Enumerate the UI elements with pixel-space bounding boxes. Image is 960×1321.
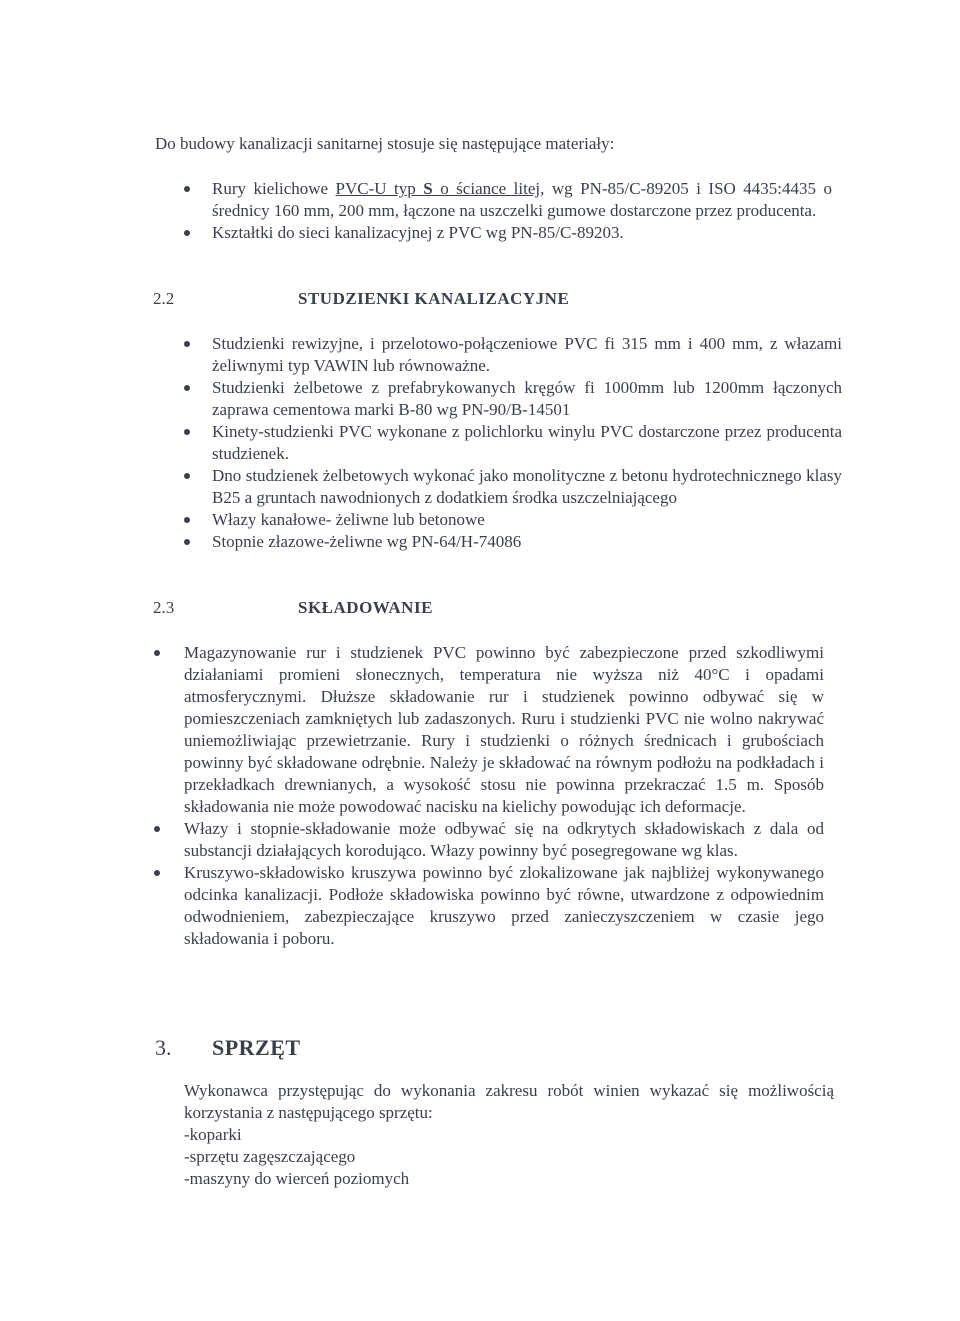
bullet-icon	[184, 539, 190, 545]
item-text: Kształtki do sieci kanalizacyjnej z PVC wg PN-85/C-89203.	[212, 223, 624, 242]
item-text-pre: Rury kielichowe	[212, 179, 336, 198]
list-item	[212, 465, 842, 509]
section-number: 2.3	[153, 598, 175, 617]
list-item	[212, 509, 842, 531]
bullet-icon	[154, 650, 160, 656]
item-text: Włazy kanałowe- żeliwne lub betonowe	[212, 510, 485, 529]
intro-paragraph: Do budowy kanalizacji sanitarnej stosuje się następujące materiały:	[155, 134, 615, 153]
bullet-icon	[184, 230, 190, 236]
list-item	[212, 222, 832, 244]
list-item	[212, 421, 842, 465]
item-text: Kinety-studzienki PVC wykonane z polichlorku winylu PVC dostarczone przez producenta studzienek.	[212, 422, 842, 463]
equipment-item: -koparki	[184, 1125, 242, 1144]
item-text: Stopnie złazowe-żeliwne wg PN-64/H-74086	[212, 532, 522, 551]
section-title: SPRZĘT	[212, 1035, 301, 1060]
item-text: Studzienki rewizyjne, i przelotowo-połączeniowe PVC fi 315 mm i 400 mm, z włazami żeliwnymi typ VAWIN lub równoważne.	[212, 334, 842, 375]
bullet-icon	[154, 870, 160, 876]
list-item	[212, 531, 842, 553]
item-text: Kruszywo-składowisko kruszywa powinno być zlokalizowane jak najbliżej wykonywanego odcinka kanalizacji. Podłoże składowiska powinno być równe, utwardzone z odpowiednim odwodnieniem, zabezpieczające kruszywo przed zanieczyszczeniem w czasie jego składowania i poboru.	[184, 863, 824, 948]
list-item	[212, 333, 842, 377]
storage-list	[184, 642, 824, 950]
list-item	[184, 642, 824, 818]
bullet-icon	[154, 826, 160, 832]
section-number: 3.	[155, 1035, 172, 1060]
equipment-item: -sprzętu zagęszczającego	[184, 1147, 356, 1166]
bullet-icon	[184, 473, 190, 479]
equipment-list	[184, 1124, 409, 1190]
item-text-underlined: PVC-U typ	[335, 179, 424, 198]
list-item	[212, 178, 832, 222]
bullet-icon	[184, 385, 190, 391]
bullet-icon	[184, 517, 190, 523]
section-title: STUDZIENKI KANALIZACYJNE	[298, 289, 570, 308]
bullet-icon	[184, 341, 190, 347]
list-item	[184, 818, 824, 862]
item-text: Dno studzienek żelbetowych wykonać jako monolityczne z betonu hydrotechnicznego klasy B25 a gruntach nawodnionych z dodatkiem środka uszczelniającego	[212, 466, 842, 507]
item-text-post: , wg PN-85/C-89205 i ISO 4435:4435 o średnicy 160 mm, 200 mm, łączone na uszczelki gumowe dostarczone przez producenta.	[212, 179, 832, 220]
section-title: SKŁADOWANIE	[298, 598, 433, 617]
bullet-icon	[184, 429, 190, 435]
item-text: Magazynowanie rur i studzienek PVC powinno być zabezpieczone przed szkodliwymi działaniami promieni słonecznych, temperatura nie wyższa niż 40°C i opadami atmosferycznymi. Dłuższe składowanie rur i studzienek powinno odbywać się w pomieszczeniach zamkniętych lub zadaszonych. Ruru i studzienki PVC nie wolno nakrywać uniemożliwiając przewietrzanie. Rury i studzienki o różnych średnicach i grubościach powinny być składowane odrębnie. Należy je składować na równym podłożu na podkładach i przekładkach drewnianych, a wysokość stosu nie powinna przekraczać 1.5 m. Sposób składowania nie może powodować nacisku na kielichy powodując ich deformacje.	[184, 643, 824, 816]
bullet-icon	[184, 186, 190, 192]
list-item	[212, 377, 842, 421]
item-text-bold: S	[423, 179, 433, 198]
item-text: Włazy i stopnie-składowanie może odbywać się na odkrytych składowiskach z dala od substancji działających korodująco. Włazy powinny być posegregowane wg klas.	[184, 819, 824, 860]
item-text: Studzienki żelbetowe z prefabrykowanych kręgów fi 1000mm lub 1200mm łączonych zaprawa cementowa marki B-80 wg PN-90/B-14501	[212, 378, 842, 419]
item-text-underlined: o ściance litej	[432, 179, 541, 198]
section-number: 2.2	[153, 289, 175, 308]
list-item	[184, 862, 824, 950]
equipment-paragraph: Wykonawca przystępując do wykonania zakresu robót winien wykazać się możliwością korzystania z następującego sprzętu:	[184, 1081, 834, 1122]
materials-list	[212, 178, 832, 244]
manholes-list	[212, 333, 842, 553]
equipment-item: -maszyny do wierceń poziomych	[184, 1169, 410, 1188]
